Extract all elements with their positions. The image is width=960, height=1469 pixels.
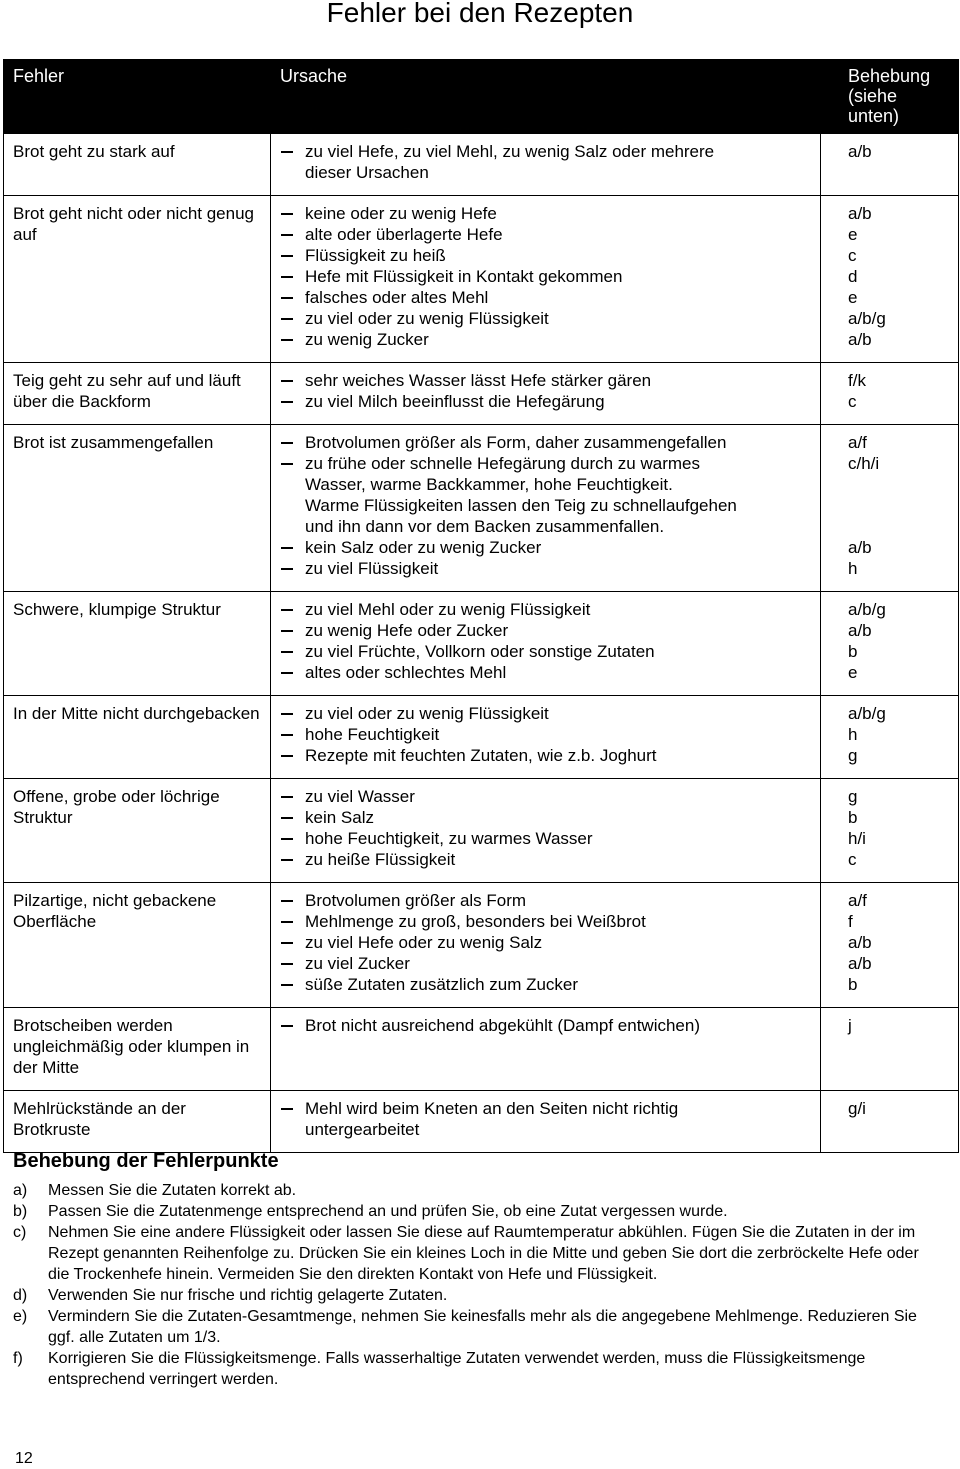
ursache-line: hohe Feuchtigkeit: [279, 724, 812, 745]
table-row: [4, 363, 959, 425]
ursache-line: zu viel Milch beeinflusst die Hefegärung: [279, 391, 812, 412]
behebung-code: [848, 495, 950, 516]
ursache-line: Flüssigkeit zu heiß: [279, 245, 812, 266]
ursache-line: kein Salz oder zu wenig Zucker: [279, 537, 812, 558]
ursache-line: altes oder schlechtes Mehl: [279, 662, 812, 683]
behebung-code: a/b: [848, 621, 872, 640]
ursache-line: Wasser, warme Backkammer, hohe Feuchtigkeit.: [305, 475, 673, 494]
fehler-cell: Brotscheiben werden ungleichmäßig oder klumpen in der Mitte: [4, 1008, 271, 1091]
ursache-line: zu heiße Flüssigkeit: [279, 849, 812, 870]
behebung-code: c: [848, 392, 857, 411]
behebung-cell: [821, 1008, 959, 1091]
fix-text: Vermindern Sie die Zutaten-Gesamtmenge, nehmen Sie keinesfalls mehr als die angegebene Mehlmenge. Reduzieren Sie ggf. alle Zutaten um 1/3.: [48, 1308, 917, 1346]
behebung-code: b: [848, 808, 858, 827]
ursache-cell: [271, 696, 821, 779]
table-row: [4, 883, 959, 1008]
fehler-cell: Brot ist zusammengefallen: [4, 425, 271, 592]
page-title: Fehler bei den Rezepten: [326, 0, 634, 28]
fix-letter: a): [13, 1182, 28, 1199]
ursache-line: dieser Ursachen: [305, 163, 429, 182]
ursache-cell: [271, 1091, 821, 1153]
header-behebung-line2: (siehe unten): [848, 86, 900, 126]
ursache-line: Brotvolumen größer als Form: [279, 890, 812, 911]
table-row: [4, 425, 959, 592]
behebung-cell: [821, 425, 959, 592]
behebung-cell: [821, 883, 959, 1008]
page-number: 12: [15, 1450, 33, 1467]
table-row: [4, 1091, 959, 1153]
fixes-title: Behebung der Fehlerpunkte: [13, 1150, 279, 1172]
table-row: [4, 196, 959, 363]
ursache-line: Mehl wird beim Kneten an den Seiten nicht richtig: [279, 1098, 812, 1119]
fix-item: [13, 1285, 943, 1306]
header-fehler: Fehler: [4, 60, 271, 134]
fixes-list: [13, 1180, 943, 1390]
fehler-cell: Brot geht zu stark auf: [4, 134, 271, 196]
ursache-line: hohe Feuchtigkeit, zu warmes Wasser: [279, 828, 812, 849]
ursache-cell: [271, 196, 821, 363]
behebung-code: h: [848, 559, 858, 578]
fix-text: Passen Sie die Zutatenmenge entsprechend an und prüfen Sie, ob eine Zutat vergessen wurde.: [48, 1203, 728, 1220]
behebung-code: e: [848, 663, 858, 682]
fix-text: Verwenden Sie nur frische und richtig gelagerte Zutaten.: [48, 1287, 448, 1304]
ursache-line: zu wenig Zucker: [279, 329, 812, 350]
fix-text: Korrigieren Sie die Flüssigkeitsmenge. Falls wasserhaltige Zutaten verwendet werden, muss die Flüssigkeitsmenge entsprechend verringert werden.: [48, 1350, 866, 1388]
behebung-cell: [821, 592, 959, 696]
fix-text: Messen Sie die Zutaten korrekt ab.: [48, 1182, 297, 1199]
ursache-cell: [271, 1008, 821, 1091]
behebung-code: a/f: [848, 891, 867, 910]
fix-item: [13, 1180, 943, 1201]
ursache-cell: [271, 363, 821, 425]
ursache-line: zu viel Mehl oder zu wenig Flüssigkeit: [279, 599, 812, 620]
table-row: [4, 696, 959, 779]
behebung-code: j: [848, 1016, 852, 1035]
header-ursache: Ursache: [271, 60, 821, 134]
ursache-line: kein Salz: [279, 807, 812, 828]
ursache-line: Brot nicht ausreichend abgekühlt (Dampf entwichen): [279, 1015, 812, 1036]
ursache-cell: [271, 779, 821, 883]
behebung-code: [848, 516, 950, 537]
ursache-line: falsches oder altes Mehl: [279, 287, 812, 308]
behebung-code: h: [848, 725, 858, 744]
fix-item: [13, 1222, 943, 1285]
behebung-code: h/i: [848, 829, 866, 848]
fix-item: [13, 1306, 943, 1348]
behebung-code: a/b: [848, 538, 872, 557]
behebung-code: c/h/i: [848, 454, 880, 473]
table-row: [4, 134, 959, 196]
ursache-line: zu viel Flüssigkeit: [279, 558, 812, 579]
behebung-code: f/k: [848, 371, 866, 390]
table-row: [4, 592, 959, 696]
behebung-code: a/f: [848, 433, 867, 452]
ursache-line: alte oder überlagerte Hefe: [279, 224, 812, 245]
fix-letter: e): [13, 1308, 28, 1325]
fix-letter: f): [13, 1350, 23, 1367]
fehler-cell: Pilzartige, nicht gebackene Oberfläche: [4, 883, 271, 1008]
behebung-cell: [821, 779, 959, 883]
fix-item: [13, 1201, 943, 1222]
behebung-code: a/b: [848, 330, 872, 349]
ursache-line: zu viel Früchte, Vollkorn oder sonstige Zutaten: [279, 641, 812, 662]
ursache-line: sehr weiches Wasser lässt Hefe stärker gären: [279, 370, 812, 391]
behebung-cell: [821, 363, 959, 425]
fix-letter: c): [13, 1224, 27, 1241]
fehler-cell: Schwere, klumpige Struktur: [4, 592, 271, 696]
behebung-code: e: [848, 225, 858, 244]
header-behebung: [821, 60, 959, 134]
behebung-code: b: [848, 975, 858, 994]
header-behebung-line1: Behebung: [848, 66, 931, 86]
ursache-line: zu viel Wasser: [279, 786, 812, 807]
ursache-line: zu viel oder zu wenig Flüssigkeit: [279, 308, 812, 329]
table-row: [4, 1008, 959, 1091]
behebung-cell: [821, 696, 959, 779]
ursache-cell: [271, 425, 821, 592]
behebung-code: d: [848, 267, 858, 286]
fehler-cell: Mehlrückstände an der Brotkruste: [4, 1091, 271, 1153]
fehler-cell: Teig geht zu sehr auf und läuft über die Backform: [4, 363, 271, 425]
fix-item: [13, 1348, 943, 1390]
fehler-cell: Offene, grobe oder löchrige Struktur: [4, 779, 271, 883]
ursache-line: Warme Flüssigkeiten lassen den Teig zu schnellaufgehen: [305, 496, 737, 515]
behebung-code: [848, 474, 950, 495]
behebung-code: b: [848, 642, 858, 661]
ursache-cell: [271, 134, 821, 196]
behebung-cell: [821, 134, 959, 196]
fix-letter: d): [13, 1287, 28, 1304]
behebung-code: f: [848, 912, 853, 931]
behebung-code: g/i: [848, 1099, 866, 1118]
ursache-line: Rezepte mit feuchten Zutaten, wie z.b. Joghurt: [279, 745, 812, 766]
fault-table: [3, 59, 959, 1153]
behebung-code: g: [848, 787, 858, 806]
ursache-line: zu viel Hefe oder zu wenig Salz: [279, 932, 812, 953]
behebung-cell: [821, 196, 959, 363]
ursache-line: zu viel oder zu wenig Flüssigkeit: [279, 703, 812, 724]
behebung-code: a/b/g: [848, 600, 886, 619]
behebung-code: a/b: [848, 204, 872, 223]
ursache-line: zu frühe oder schnelle Hefegärung durch zu warmes: [279, 453, 812, 474]
fix-text: Nehmen Sie eine andere Flüssigkeit oder lassen Sie diese auf Raumtemperatur abkühlen. Fügen Sie die Zutaten in der im Rezept genannten Reihenfolge zu. Drücken Sie ein kleines Loch in die Mitte und geben Sie dort die zerbröckelte Hefe oder die Trockenhefe hinein. Vermeiden Sie den direkten Kontakt von Hefe und Flüssigkeit.: [48, 1224, 919, 1283]
behebung-code: a/b/g: [848, 704, 886, 723]
behebung-code: g: [848, 746, 858, 765]
behebung-code: e: [848, 288, 858, 307]
ursache-cell: [271, 883, 821, 1008]
ursache-line: zu viel Hefe, zu viel Mehl, zu wenig Salz oder mehrere: [279, 141, 812, 162]
ursache-line: untergearbeitet: [305, 1120, 420, 1139]
behebung-code: a/b: [848, 954, 872, 973]
behebung-code: c: [848, 246, 857, 265]
ursache-line: keine oder zu wenig Hefe: [279, 203, 812, 224]
table-row: [4, 779, 959, 883]
ursache-line: Hefe mit Flüssigkeit in Kontakt gekommen: [279, 266, 812, 287]
fehler-cell: Brot geht nicht oder nicht genug auf: [4, 196, 271, 363]
fix-letter: b): [13, 1203, 28, 1220]
behebung-code: a/b/g: [848, 309, 886, 328]
ursache-line: und ihn dann vor dem Backen zusammenfallen.: [305, 517, 665, 536]
ursache-cell: [271, 592, 821, 696]
ursache-line: süße Zutaten zusätzlich zum Zucker: [279, 974, 812, 995]
ursache-line: zu viel Zucker: [279, 953, 812, 974]
ursache-line: zu wenig Hefe oder Zucker: [279, 620, 812, 641]
behebung-code: a/b: [848, 142, 872, 161]
table-body: [4, 134, 959, 1153]
behebung-cell: [821, 1091, 959, 1153]
ursache-line: Mehlmenge zu groß, besonders bei Weißbrot: [279, 911, 812, 932]
ursache-line: Brotvolumen größer als Form, daher zusammengefallen: [279, 432, 812, 453]
behebung-code: a/b: [848, 933, 872, 952]
table-header: [4, 60, 959, 134]
behebung-code: c: [848, 850, 857, 869]
fehler-cell: In der Mitte nicht durchgebacken: [4, 696, 271, 779]
